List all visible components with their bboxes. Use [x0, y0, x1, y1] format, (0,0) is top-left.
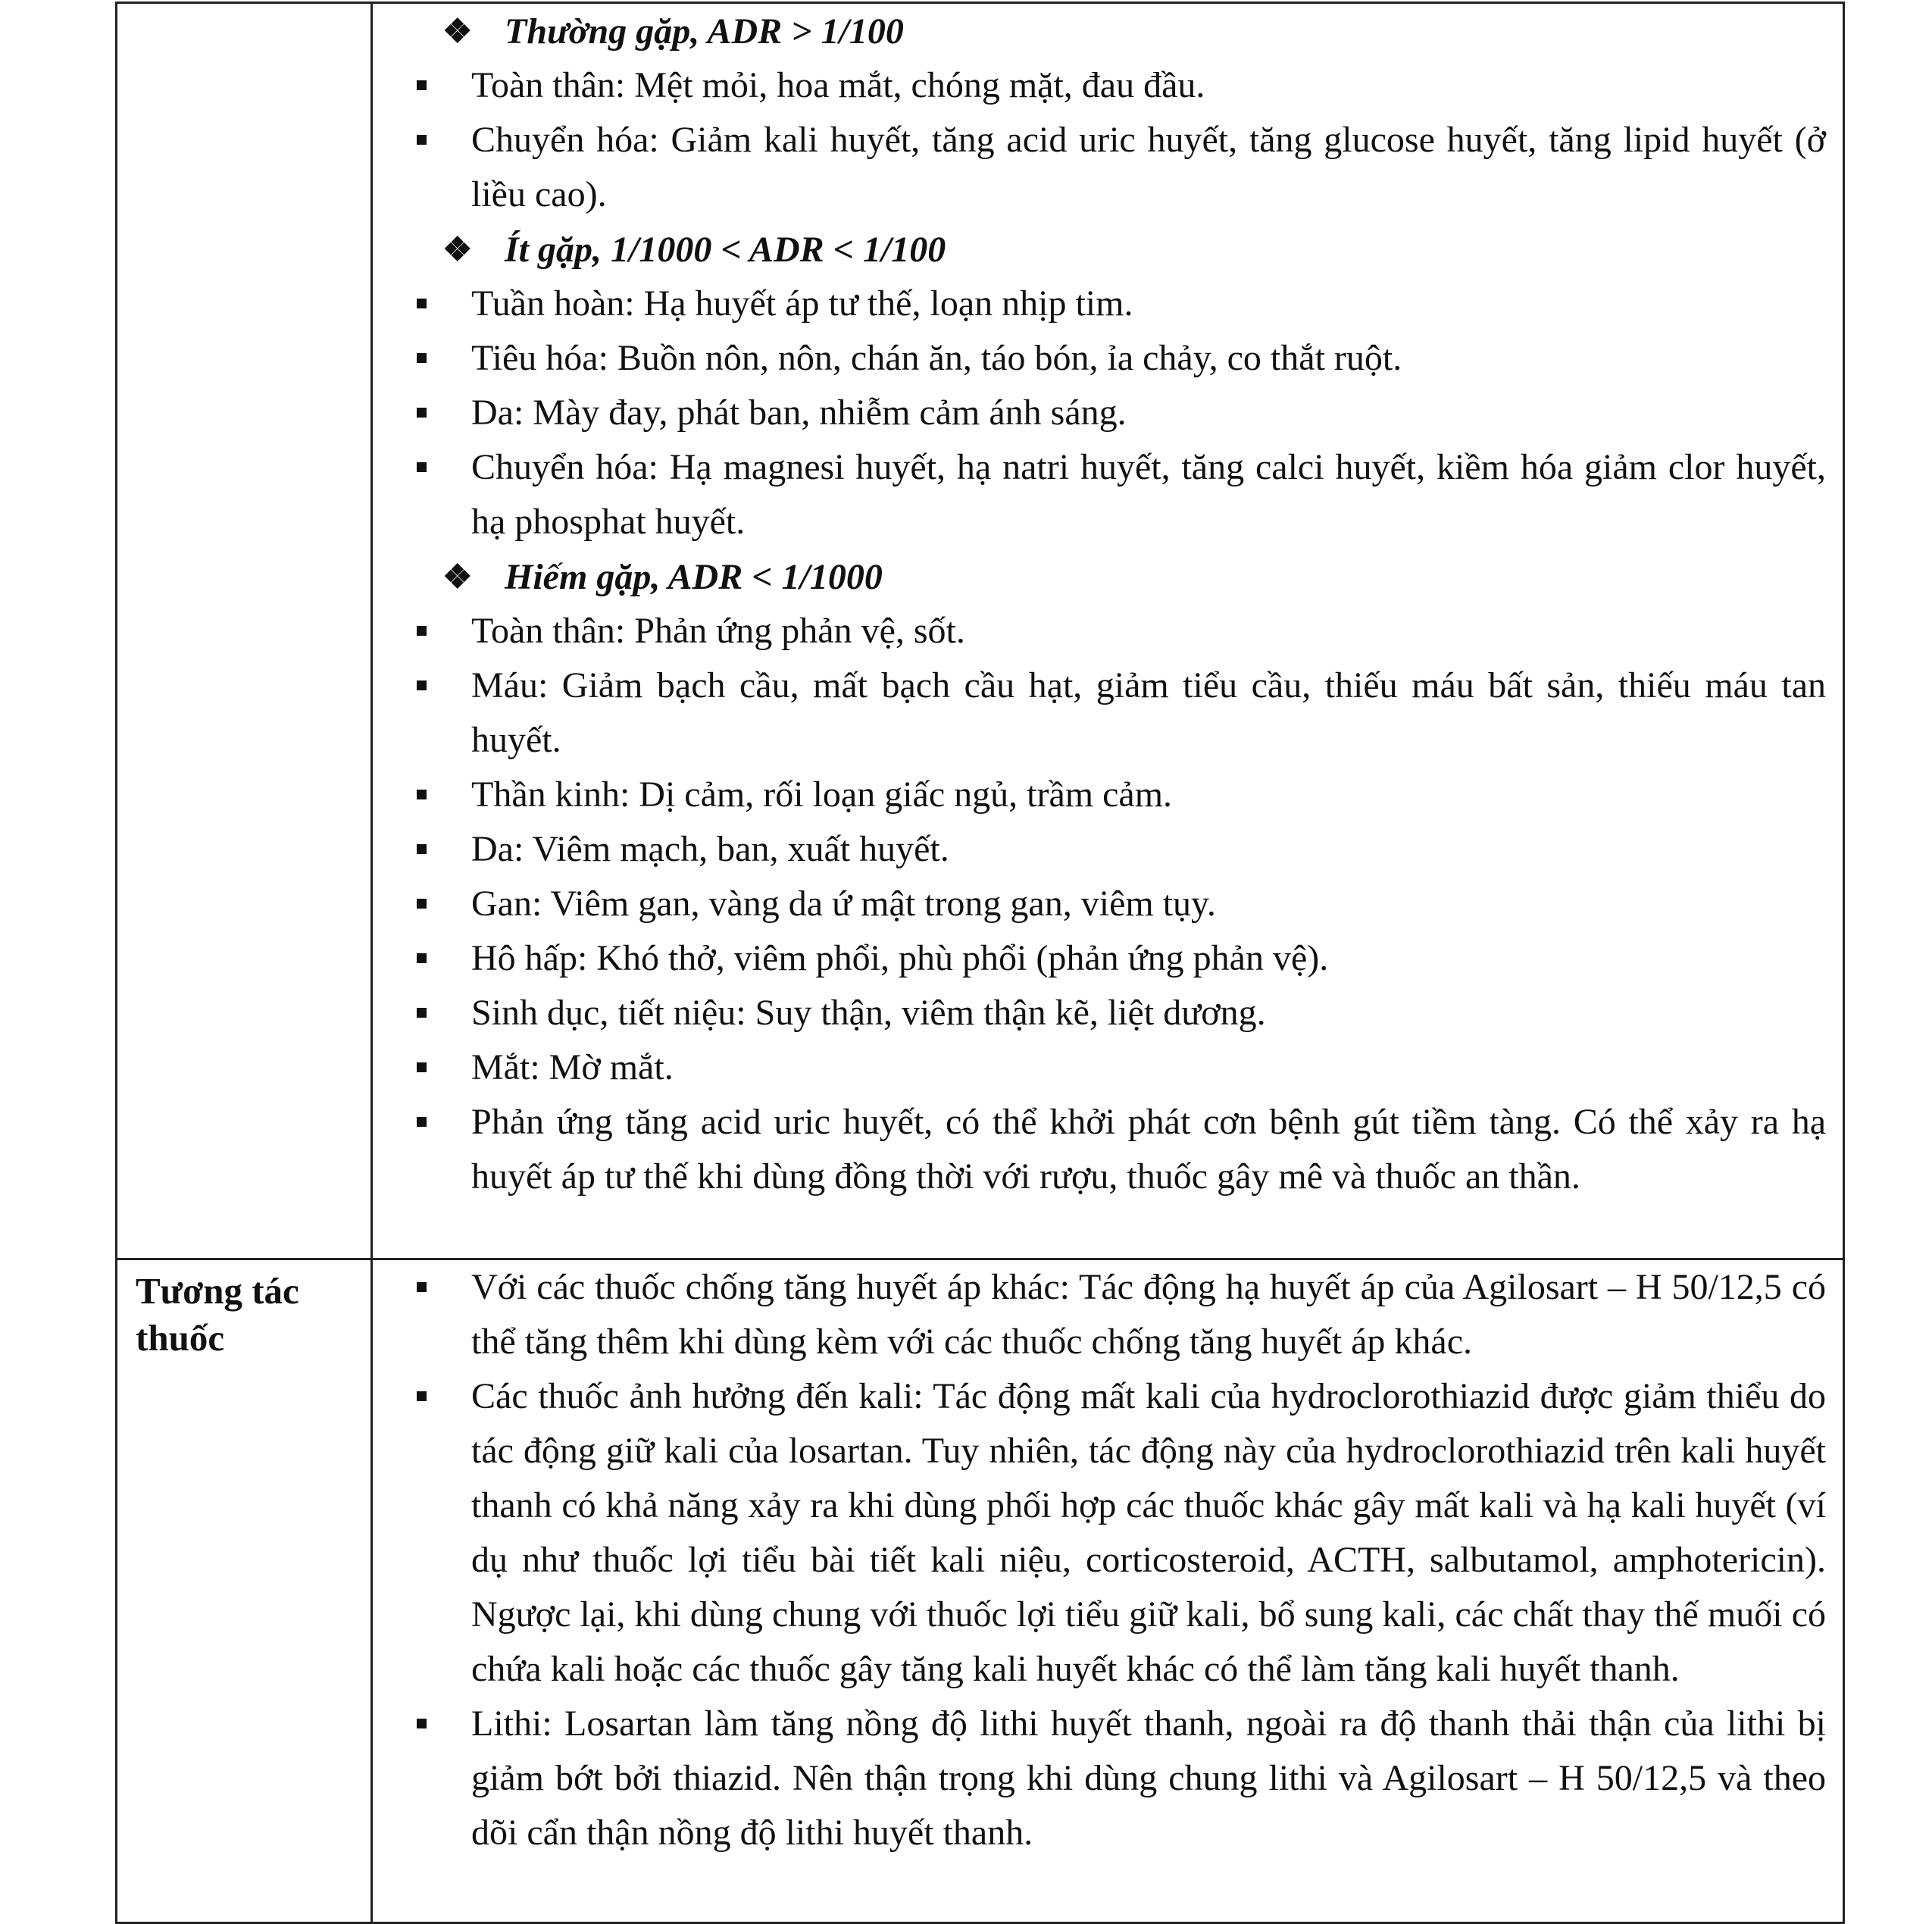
list-item [414, 1260, 1826, 1369]
list-item-text: Chuyển hóa: Hạ magnesi huyết, hạ natri huyết, tăng calci huyết, kiềm hóa giảm clor huyết, hạ phosphat huyết. [471, 447, 1826, 542]
square-bullet-icon [414, 986, 471, 1040]
list-item-text: Da: Viêm mạch, ban, xuất huyết. [471, 829, 949, 869]
square-bullet-icon [414, 822, 471, 877]
row-label-line: Tương tác [136, 1270, 299, 1312]
square-bullet-icon [414, 659, 471, 768]
row-content-cell [373, 1260, 1843, 1922]
square-bullet-icon [414, 604, 471, 659]
list-item-text: Tuần hoàn: Hạ huyết áp tư thế, loạn nhịp tim. [471, 283, 1133, 324]
square-bullet-icon [414, 1095, 471, 1204]
section-heading-text: Hiếm gặp, ADR < 1/1000 [505, 556, 883, 597]
square-bullet-icon [414, 1697, 471, 1860]
square-bullet-icon [414, 331, 471, 386]
item-list [414, 604, 1826, 1204]
list-item-text: Da: Mày đay, phát ban, nhiễm cảm ánh sáng. [471, 393, 1127, 433]
row-label-cell [117, 4, 373, 1258]
section-heading [414, 549, 1826, 604]
table-row-drug-interactions [117, 1258, 1843, 1922]
list-item [414, 331, 1826, 386]
list-item-text: Thần kinh: Dị cảm, rối loạn giấc ngủ, trầm cảm. [471, 774, 1173, 815]
list-item-text: Hô hấp: Khó thở, viêm phổi, phù phổi (phản ứng phản vệ). [471, 938, 1329, 978]
square-bullet-icon [414, 1260, 471, 1369]
section-heading [414, 222, 1826, 277]
item-list [414, 58, 1826, 222]
drug-info-table [115, 2, 1845, 1924]
square-bullet-icon [414, 440, 471, 549]
list-item-text: Phản ứng tăng acid uric huyết, có thể khởi phát cơn bệnh gút tiềm tàng. Có thể xảy ra hạ huyết áp tư thế khi dùng đồng thời với rượu, thuốc gây mê và thuốc an thần. [471, 1102, 1826, 1197]
list-item-text: Các thuốc ảnh hưởng đến kali: Tác động mất kali của hydroclorothiazid được giảm thiểu do tác động giữ kali của losartan. Tuy nhiên, tác động này của hydroclorothiazid trên kali huyết thanh có khả năng xảy ra khi dùng phối hợp các thuốc khác gây mất kali và hạ kali huyết (ví dụ như thuốc lợi tiểu bài tiết kali niệu, corticosteroid, ACTH, salbutamol, amphotericin). Ngược lại, khi dùng chung với thuốc lợi tiểu giữ kali, bổ sung kali, các chất thay thế muối có chứa kali hoặc các thuốc gây tăng kali huyết khác có thể làm tăng kali huyết thanh. [471, 1376, 1826, 1689]
section-heading-text: Thường gặp, ADR > 1/100 [505, 11, 904, 52]
row-label-cell [117, 1260, 373, 1922]
list-item-text: Mắt: Mờ mắt. [471, 1047, 674, 1087]
list-item-text: Gan: Viêm gan, vàng da ứ mật trong gan, viêm tụy. [471, 884, 1216, 924]
section-heading-text: Ít gặp, 1/1000 < ADR < 1/100 [505, 229, 946, 270]
square-bullet-icon [414, 877, 471, 931]
section-heading [414, 4, 1826, 58]
list-item [414, 386, 1826, 440]
square-bullet-icon [414, 58, 471, 113]
list-item [414, 1040, 1826, 1095]
square-bullet-icon [414, 277, 471, 331]
row-label-line: thuốc [136, 1317, 225, 1359]
list-item [414, 659, 1826, 768]
square-bullet-icon [414, 931, 471, 986]
square-bullet-icon [414, 768, 471, 822]
list-item [414, 113, 1826, 222]
list-item [414, 1697, 1826, 1860]
list-item-text: Toàn thân: Phản ứng phản vệ, sốt. [471, 611, 965, 651]
square-bullet-icon [414, 1040, 471, 1095]
item-list [414, 1260, 1826, 1860]
list-item [414, 986, 1826, 1040]
item-list [414, 277, 1826, 549]
row-content-cell [373, 4, 1843, 1258]
square-bullet-icon [414, 386, 471, 440]
list-item [414, 58, 1826, 113]
table-row-adverse-effects [117, 4, 1843, 1258]
list-item-text: Chuyển hóa: Giảm kali huyết, tăng acid uric huyết, tăng glucose huyết, tăng lipid huyết (ở liều cao). [471, 120, 1826, 214]
list-item-text: Lithi: Losartan làm tăng nồng độ lithi huyết thanh, ngoài ra độ thanh thải thận của lithi bị giảm bớt bởi thiazid. Nên thận trọng khi dùng chung lithi và Agilosart – H 50/12,5 và theo dõi cẩn thận nồng độ lithi huyết thanh. [471, 1703, 1826, 1853]
list-item-text: Với các thuốc chống tăng huyết áp khác: Tác động hạ huyết áp của Agilosart – H 50/12,5 có thể tăng thêm khi dùng kèm với các thuốc chống tăng huyết áp khác. [471, 1267, 1826, 1362]
list-item-text: Tiêu hóa: Buồn nôn, nôn, chán ăn, táo bón, ỉa chảy, co thắt ruột. [471, 338, 1402, 378]
square-bullet-icon [414, 113, 471, 222]
list-item [414, 877, 1826, 931]
list-item-text: Toàn thân: Mệt mỏi, hoa mắt, chóng mặt, đau đầu. [471, 65, 1205, 105]
list-item [414, 822, 1826, 877]
list-item [414, 604, 1826, 659]
diamond-bullet-icon: ❖ [442, 558, 473, 596]
list-item [414, 277, 1826, 331]
list-item [414, 768, 1826, 822]
diamond-bullet-icon: ❖ [442, 230, 473, 268]
list-item-text: Sinh dục, tiết niệu: Suy thận, viêm thận kẽ, liệt dương. [471, 993, 1266, 1033]
diamond-bullet-icon: ❖ [442, 12, 473, 50]
list-item [414, 1369, 1826, 1697]
list-item [414, 1095, 1826, 1204]
list-item [414, 440, 1826, 549]
list-item-text: Máu: Giảm bạch cầu, mất bạch cầu hạt, giảm tiểu cầu, thiếu máu bất sản, thiếu máu tan huyết. [471, 665, 1826, 760]
square-bullet-icon [414, 1369, 471, 1697]
list-item [414, 931, 1826, 986]
